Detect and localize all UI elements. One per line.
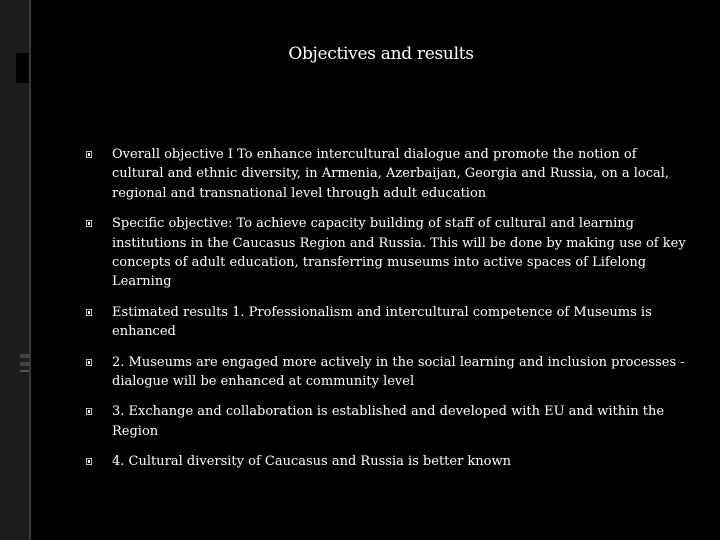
bullet-text: Overall objective I To enhance intercultural dialogue and promote the notion of cultural and ethnic diversity, in Armenia, Azerbaijan, Georgia and Russia, on a local, regional and transnational level through adult education	[112, 147, 670, 201]
bullet-list	[86, 145, 686, 483]
bullet-text: Specific objective: To achieve capacity building of staff of cultural and learning institutions in the Caucasus Region and Russia. This will be done by making use of key concepts of adult education, transferring museums into active spaces of Lifelong Learning	[112, 216, 686, 290]
square-bullet-icon	[86, 408, 92, 415]
list-item	[86, 452, 686, 471]
list-item	[86, 214, 686, 292]
bullet-text: 4. Cultural diversity of Caucasus and Russia is better known	[112, 454, 512, 470]
square-bullet-icon	[86, 309, 92, 316]
square-bullet-icon	[86, 359, 92, 366]
square-bullet-icon	[86, 458, 92, 465]
bullet-text: 3. Exchange and collaboration is established and developed with EU and within the Region	[112, 404, 665, 439]
corner-mark-decoration	[16, 53, 29, 83]
list-item	[86, 303, 686, 342]
list-item	[86, 353, 686, 392]
bullet-text: Estimated results 1. Professionalism and intercultural competence of Museums is enhanced	[112, 304, 652, 340]
bullet-text: 2. Museums are engaged more actively in the social learning and inclusion processes - dialogue will be enhanced at community level	[112, 354, 685, 390]
list-item	[86, 145, 686, 203]
square-bullet-icon	[86, 220, 92, 227]
square-bullet-icon	[86, 151, 92, 158]
slide-title: Objectives and results	[288, 44, 474, 64]
side-tick-decoration	[20, 362, 29, 366]
side-tick-decoration	[20, 354, 29, 358]
side-divider-line	[29, 0, 31, 540]
side-tick-decoration	[20, 370, 29, 372]
list-item	[86, 402, 686, 441]
